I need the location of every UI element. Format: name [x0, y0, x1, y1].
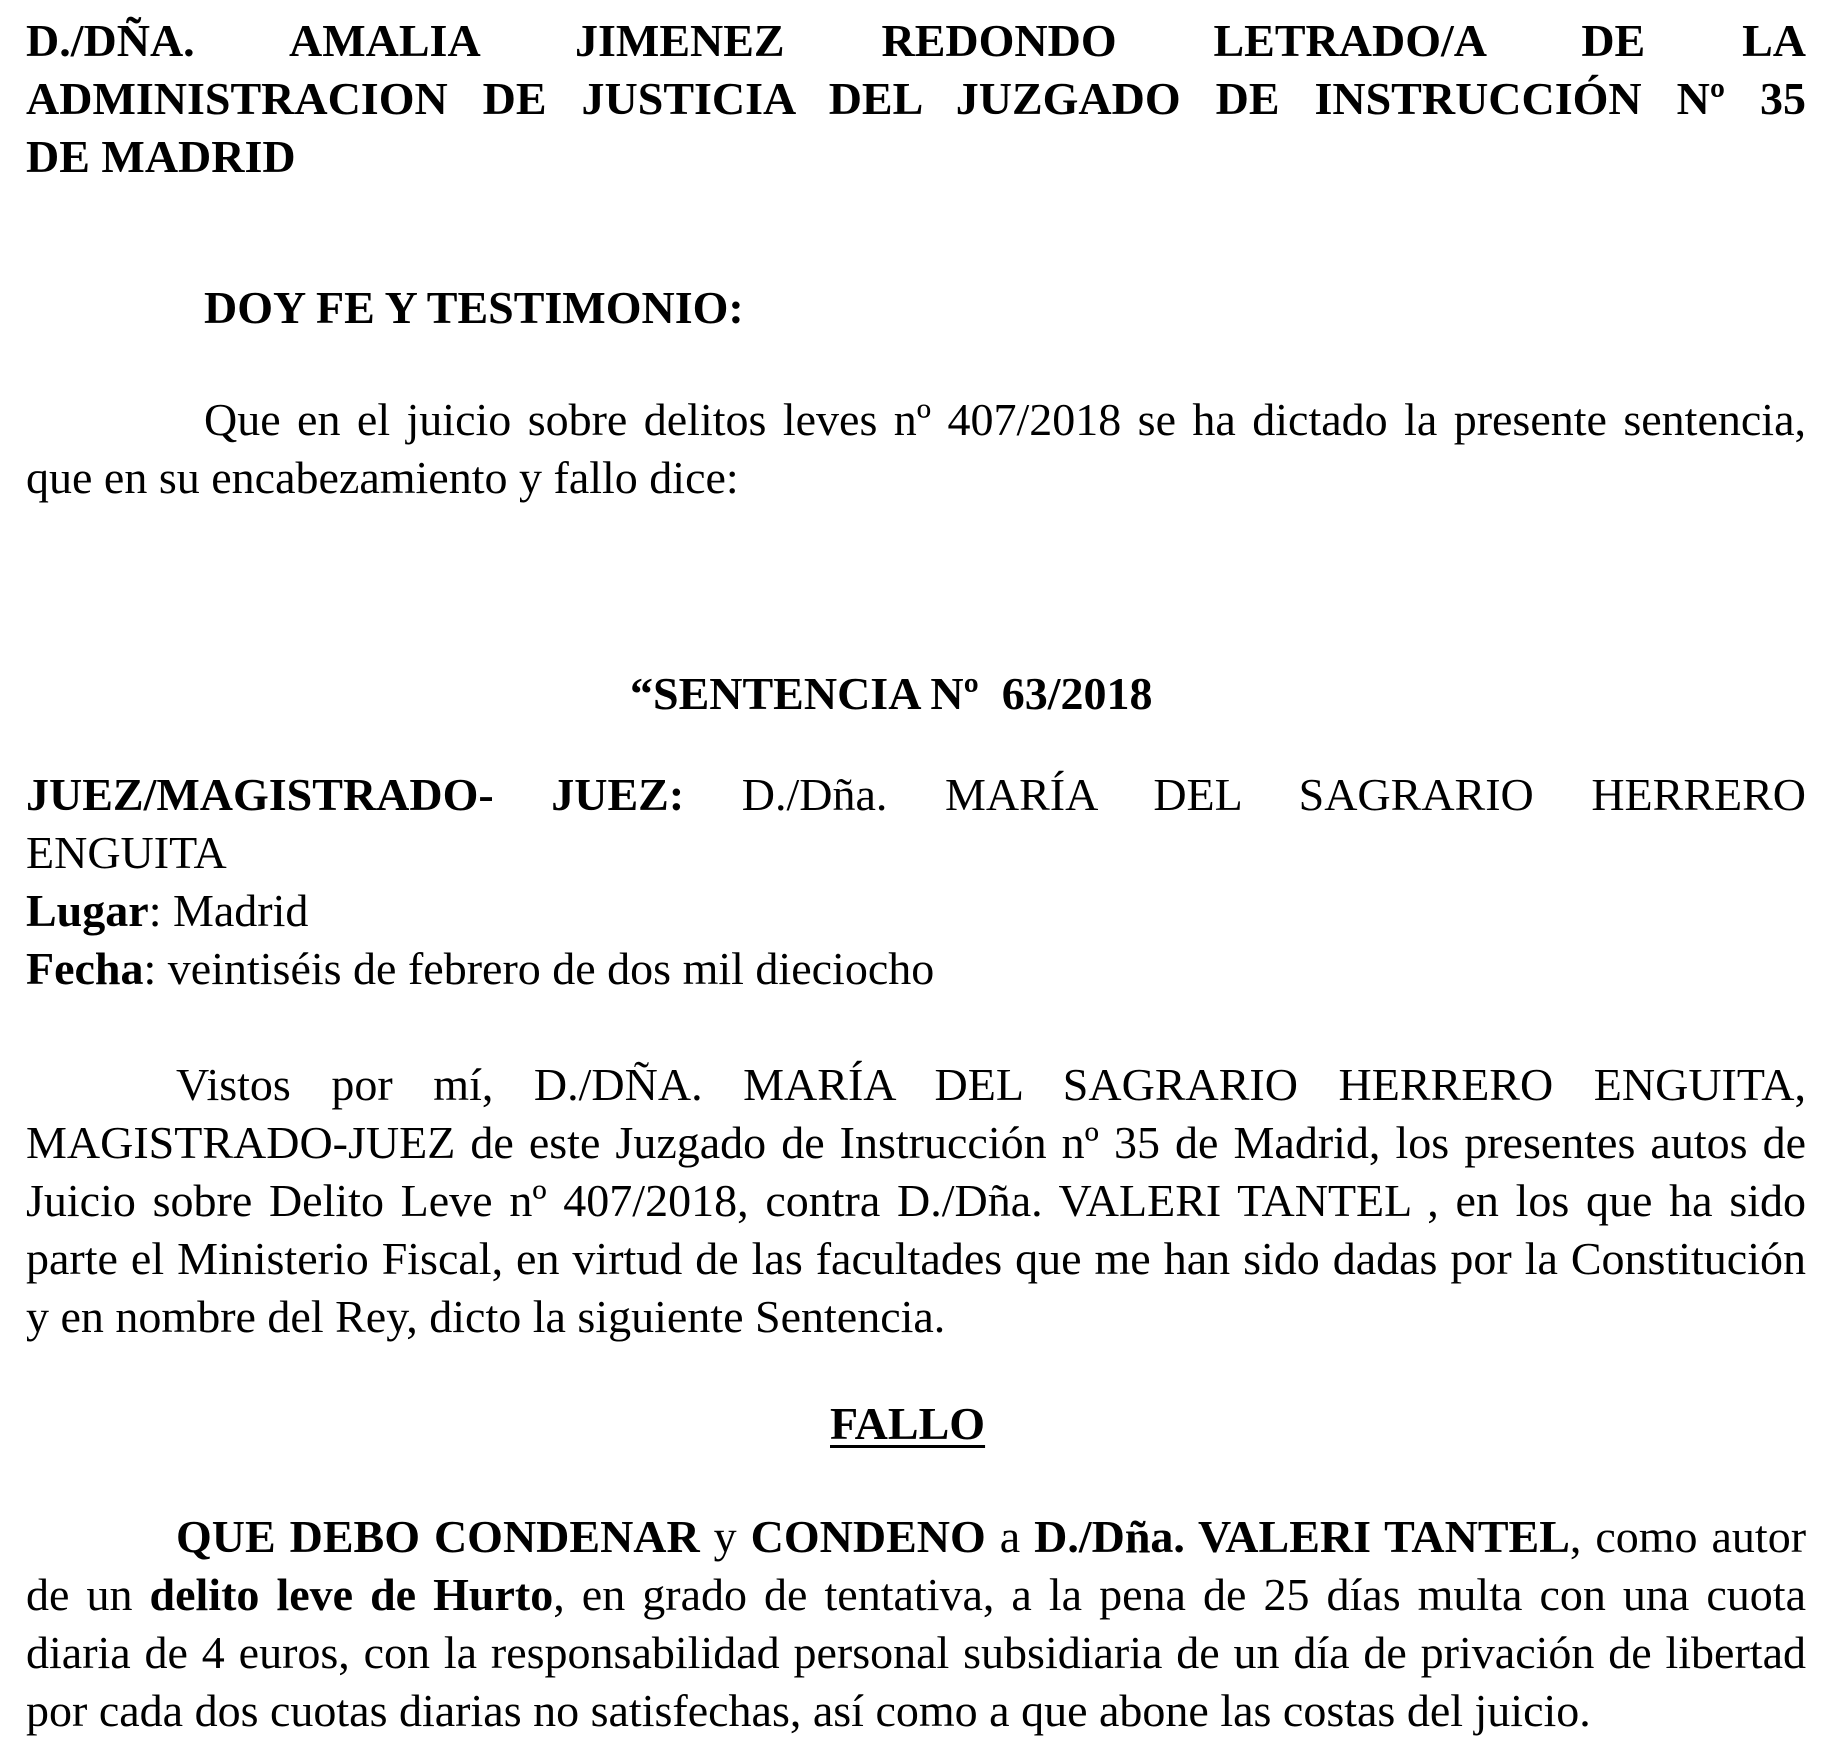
doy-fe-heading: DOY FE Y TESTIMONIO: — [204, 282, 744, 333]
fallo-bold: CONDENO — [750, 1511, 986, 1562]
fallo-text: , en grado de tentativa, a la pena de 25 días multa con una cuota diaria de 4 euros, con la responsabilidad personal subsidiaria de un día de privación de libertad por cada dos cuotas diarias no satisfechas, así como a que abone las costas del juicio. — [26, 1569, 1806, 1736]
lugar-value: : Madrid — [148, 885, 309, 936]
juez-line — [26, 766, 1806, 824]
juez-name: D./Dña. MARÍA DEL SAGRARIO HERRERO — [741, 769, 1807, 820]
document-page — [26, 12, 1806, 1740]
header-word: LETRADO/A — [1213, 15, 1485, 66]
header-line-3: DE MADRID — [26, 131, 296, 182]
header-word: JIMENEZ — [575, 15, 785, 66]
juez-name-continued: ENGUITA — [26, 827, 227, 878]
header-word: DE — [1581, 15, 1646, 66]
sentencia-title: “SENTENCIA Nº 63/2018 — [630, 668, 1153, 719]
fecha-line — [26, 940, 1806, 998]
fallo-bold: QUE DEBO CONDENAR — [176, 1511, 700, 1562]
fallo-paragraph — [26, 1508, 1806, 1740]
fecha-value: : veintiséis de febrero de dos mil dieciocho — [143, 943, 935, 994]
fallo-text: a — [985, 1511, 1035, 1562]
fallo-bold: D./Dña. VALERI TANTEL — [1034, 1511, 1570, 1562]
header-word: LA — [1742, 15, 1806, 66]
header-line-2: ADMINISTRACION DE JUSTICIA DEL JUZGADO DE INSTRUCCIÓN Nº 35 — [26, 73, 1806, 124]
lugar-label: Lugar — [26, 885, 149, 936]
fallo-bold: delito leve de Hurto — [149, 1569, 554, 1620]
header-word: REDONDO — [881, 15, 1117, 66]
header-line-1 — [26, 12, 1806, 70]
fallo-text: y — [699, 1511, 751, 1562]
fallo-text: , como autor de un — [26, 1511, 1807, 1620]
intro-paragraph: Que en el juicio sobre delitos leves nº 407/2018 se ha dictado la presente sentencia, que en su encabezamiento y fallo dice: — [26, 394, 1806, 503]
header-word: AMALIA — [289, 15, 479, 66]
juez-label: JUEZ/MAGISTRADO- JUEZ: — [26, 769, 685, 820]
header-word: D./DÑA. — [26, 15, 195, 66]
fecha-label: Fecha — [26, 943, 144, 994]
lugar-line — [26, 882, 1806, 940]
document-header — [26, 12, 1806, 186]
vistos-paragraph: Vistos por mí, D./DÑA. MARÍA DEL SAGRARIO HERRERO ENGUITA, MAGISTRADO-JUEZ de este Juzgado de Instrucción nº 35 de Madrid, los presentes autos de Juicio sobre Delito Leve nº 407/2018, contra D./Dña. VALERI TANTEL , en los que ha sido parte el Ministerio Fiscal, en virtud de las facultades que me han sido dadas por la Constitución y en nombre del Rey, dicto la siguiente Sentencia. — [26, 1059, 1806, 1342]
juez-block — [26, 766, 1806, 998]
fallo-heading: FALLO — [830, 1398, 986, 1449]
